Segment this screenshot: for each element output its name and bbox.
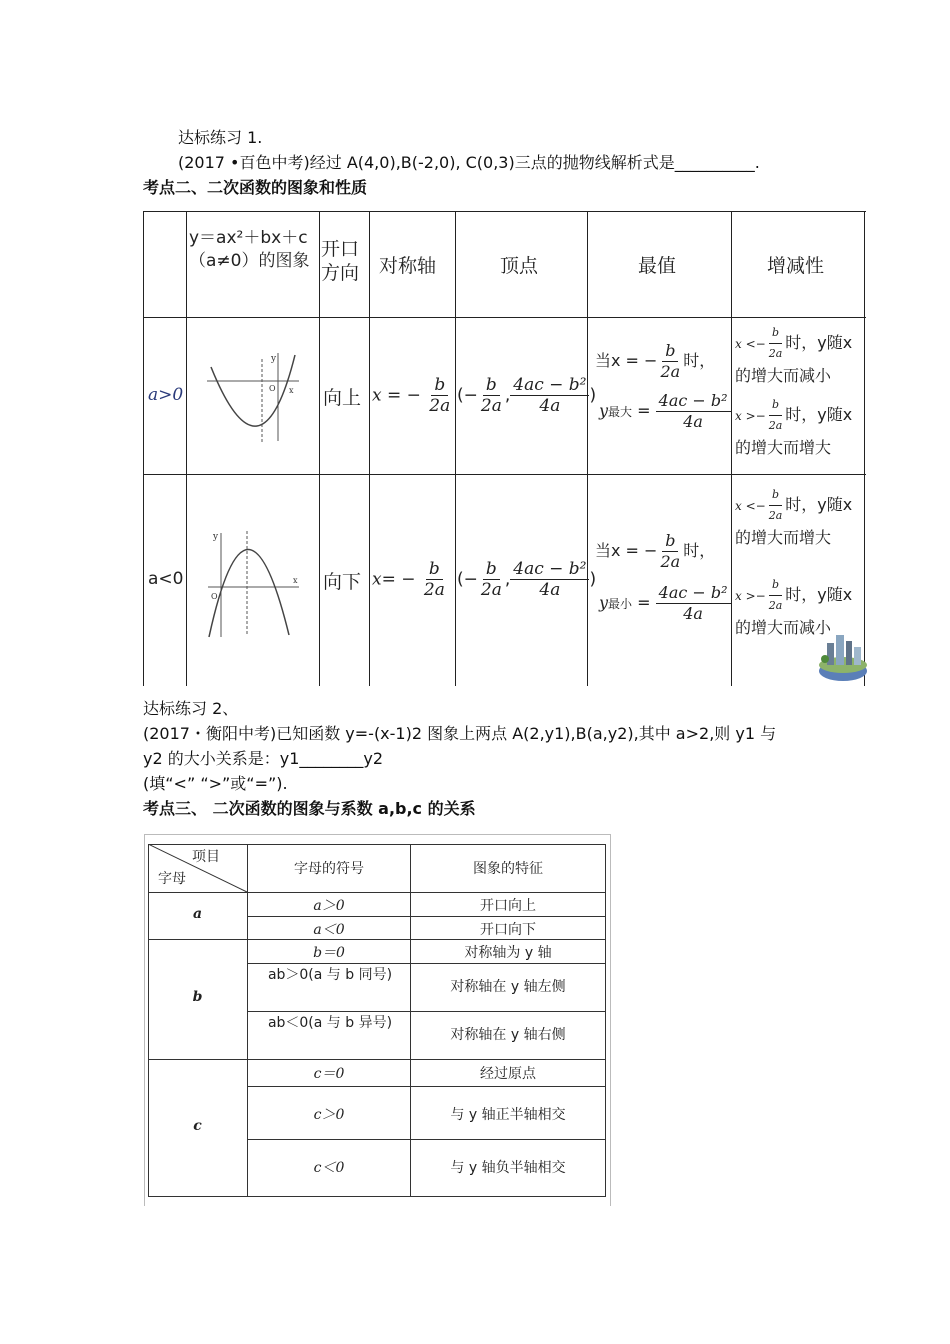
c-sign-2: c＞0 bbox=[313, 1107, 345, 1123]
row-pos-label: a>0 bbox=[148, 385, 184, 405]
row-pos-axis: x = − $\frac{b}{2a}$ bbox=[372, 375, 451, 416]
practice1-question: (2017 •百色中考)经过 A(4,0),B(-2,0), C(0,3)三点的抛物线解析式是__________. bbox=[178, 153, 760, 172]
a-sign-2: a＜0 bbox=[313, 922, 345, 938]
row-neg-extreme-when: 当x = − $\frac{b}{2a}$ 时， bbox=[595, 531, 716, 571]
section2-title: 考点二、二次函数的图象和性质 bbox=[143, 178, 368, 197]
practice2-title: 达标练习 2、 bbox=[143, 699, 239, 718]
city-island-decoration bbox=[815, 629, 867, 685]
row-neg-monotonic-2: x >− $\frac{b}{2a}$ 时，y随x的增大而减小 bbox=[735, 575, 861, 639]
header-monotonic: 增减性 bbox=[767, 255, 825, 277]
b-feature-3: 对称轴在 y 轴右侧 bbox=[450, 1027, 566, 1043]
c-feature-2: 与 y 轴正半轴相交 bbox=[450, 1107, 566, 1123]
b-feature-1: 对称轴为 y 轴 bbox=[464, 945, 552, 961]
b-feature-2: 对称轴在 y 轴左侧 bbox=[450, 979, 566, 995]
svg-text:y: y bbox=[213, 532, 219, 542]
row-pos-monotonic-2: x >− $\frac{b}{2a}$ 时，y随x的增大而增大 bbox=[735, 395, 861, 459]
svg-text:x: x bbox=[289, 386, 294, 395]
svg-text:O: O bbox=[211, 592, 218, 601]
graph-properties-table bbox=[143, 211, 866, 686]
b-sign-1: b＝0 bbox=[313, 945, 345, 961]
parabola-down-graph bbox=[203, 523, 303, 643]
header-axis: 对称轴 bbox=[379, 255, 437, 277]
c-sign-3: c＜0 bbox=[313, 1160, 345, 1176]
col-feature-header: 图象的特征 bbox=[473, 861, 543, 877]
header-direction: 开口方向 bbox=[321, 238, 360, 284]
letter-a: a bbox=[192, 906, 203, 922]
b-sign-2: ab＞0(a 与 b 同号) bbox=[267, 967, 393, 983]
letter-c: c bbox=[193, 1118, 202, 1134]
svg-text:x: x bbox=[293, 576, 298, 585]
c-feature-1: 经过原点 bbox=[480, 1066, 536, 1082]
row-pos-monotonic-1: x <− $\frac{b}{2a}$ 时，y随x的增大而减小 bbox=[735, 323, 861, 387]
practice2-line2: y2 的大小关系是：y1________y2 bbox=[143, 749, 384, 768]
practice1-title: 达标练习 1. bbox=[178, 128, 263, 147]
corner-bottom-label: 字母 bbox=[158, 871, 186, 887]
col-sign-header: 字母的符号 bbox=[294, 861, 364, 877]
a-feature-2: 开口向下 bbox=[480, 922, 536, 938]
a-feature-1: 开口向上 bbox=[480, 898, 536, 914]
parabola-up-graph bbox=[203, 349, 303, 449]
row-pos-extreme-when: 当x = − $\frac{b}{2a}$ 时， bbox=[595, 341, 716, 381]
row-neg-label: a<0 bbox=[148, 569, 184, 589]
row-neg-extreme-value: y最小 = $\frac{\text{4ac − b²}}{4a}$ bbox=[599, 583, 731, 624]
letter-b: b bbox=[192, 989, 203, 1005]
practice2-line1: (2017・衡阳中考)已知函数 y=-(x-1)2 图象上两点 A(2,y1),B(a,y2),其中 a>2,则 y1 与 bbox=[143, 724, 777, 743]
header-vertex: 顶点 bbox=[500, 255, 539, 277]
practice2-line3: (填“<” “>”或“=”). bbox=[143, 774, 288, 793]
header-graph: y＝ax²＋bx＋c（a≠0）的图象 bbox=[189, 228, 310, 271]
row-neg-vertex: (− $\frac{b}{2a}$ , $\frac{\text{4ac − b²}}{4a}$ ) bbox=[457, 559, 597, 600]
row-pos-extreme-value: y最大 = $\frac{\text{4ac − b²}}{4a}$ bbox=[599, 391, 731, 432]
row-neg-axis: x= − $\frac{b}{2a}$ bbox=[372, 559, 445, 600]
a-sign-1: a＞0 bbox=[313, 898, 345, 914]
section3-title: 考点三、 二次函数的图象与系数 a,b,c 的关系 bbox=[143, 799, 476, 818]
c-sign-1: c＝0 bbox=[313, 1066, 345, 1082]
c-feature-3: 与 y 轴负半轴相交 bbox=[450, 1160, 566, 1176]
row-pos-vertex: (− $\frac{b}{2a}$ , $\frac{\text{4ac − b²}}{4a}$ ) bbox=[457, 375, 597, 416]
corner-top-label: 项目 bbox=[192, 849, 220, 865]
row-pos-direction: 向上 bbox=[323, 387, 362, 409]
svg-text:y: y bbox=[271, 354, 277, 364]
row-neg-monotonic-1: x <− $\frac{b}{2a}$ 时，y随x的增大而增大 bbox=[735, 485, 861, 549]
row-neg-direction: 向下 bbox=[323, 571, 362, 593]
header-extreme: 最值 bbox=[638, 255, 677, 277]
coefficient-relation-table bbox=[144, 834, 611, 1206]
b-sign-3: ab＜0(a 与 b 异号) bbox=[267, 1015, 393, 1031]
svg-text:O: O bbox=[269, 384, 276, 393]
